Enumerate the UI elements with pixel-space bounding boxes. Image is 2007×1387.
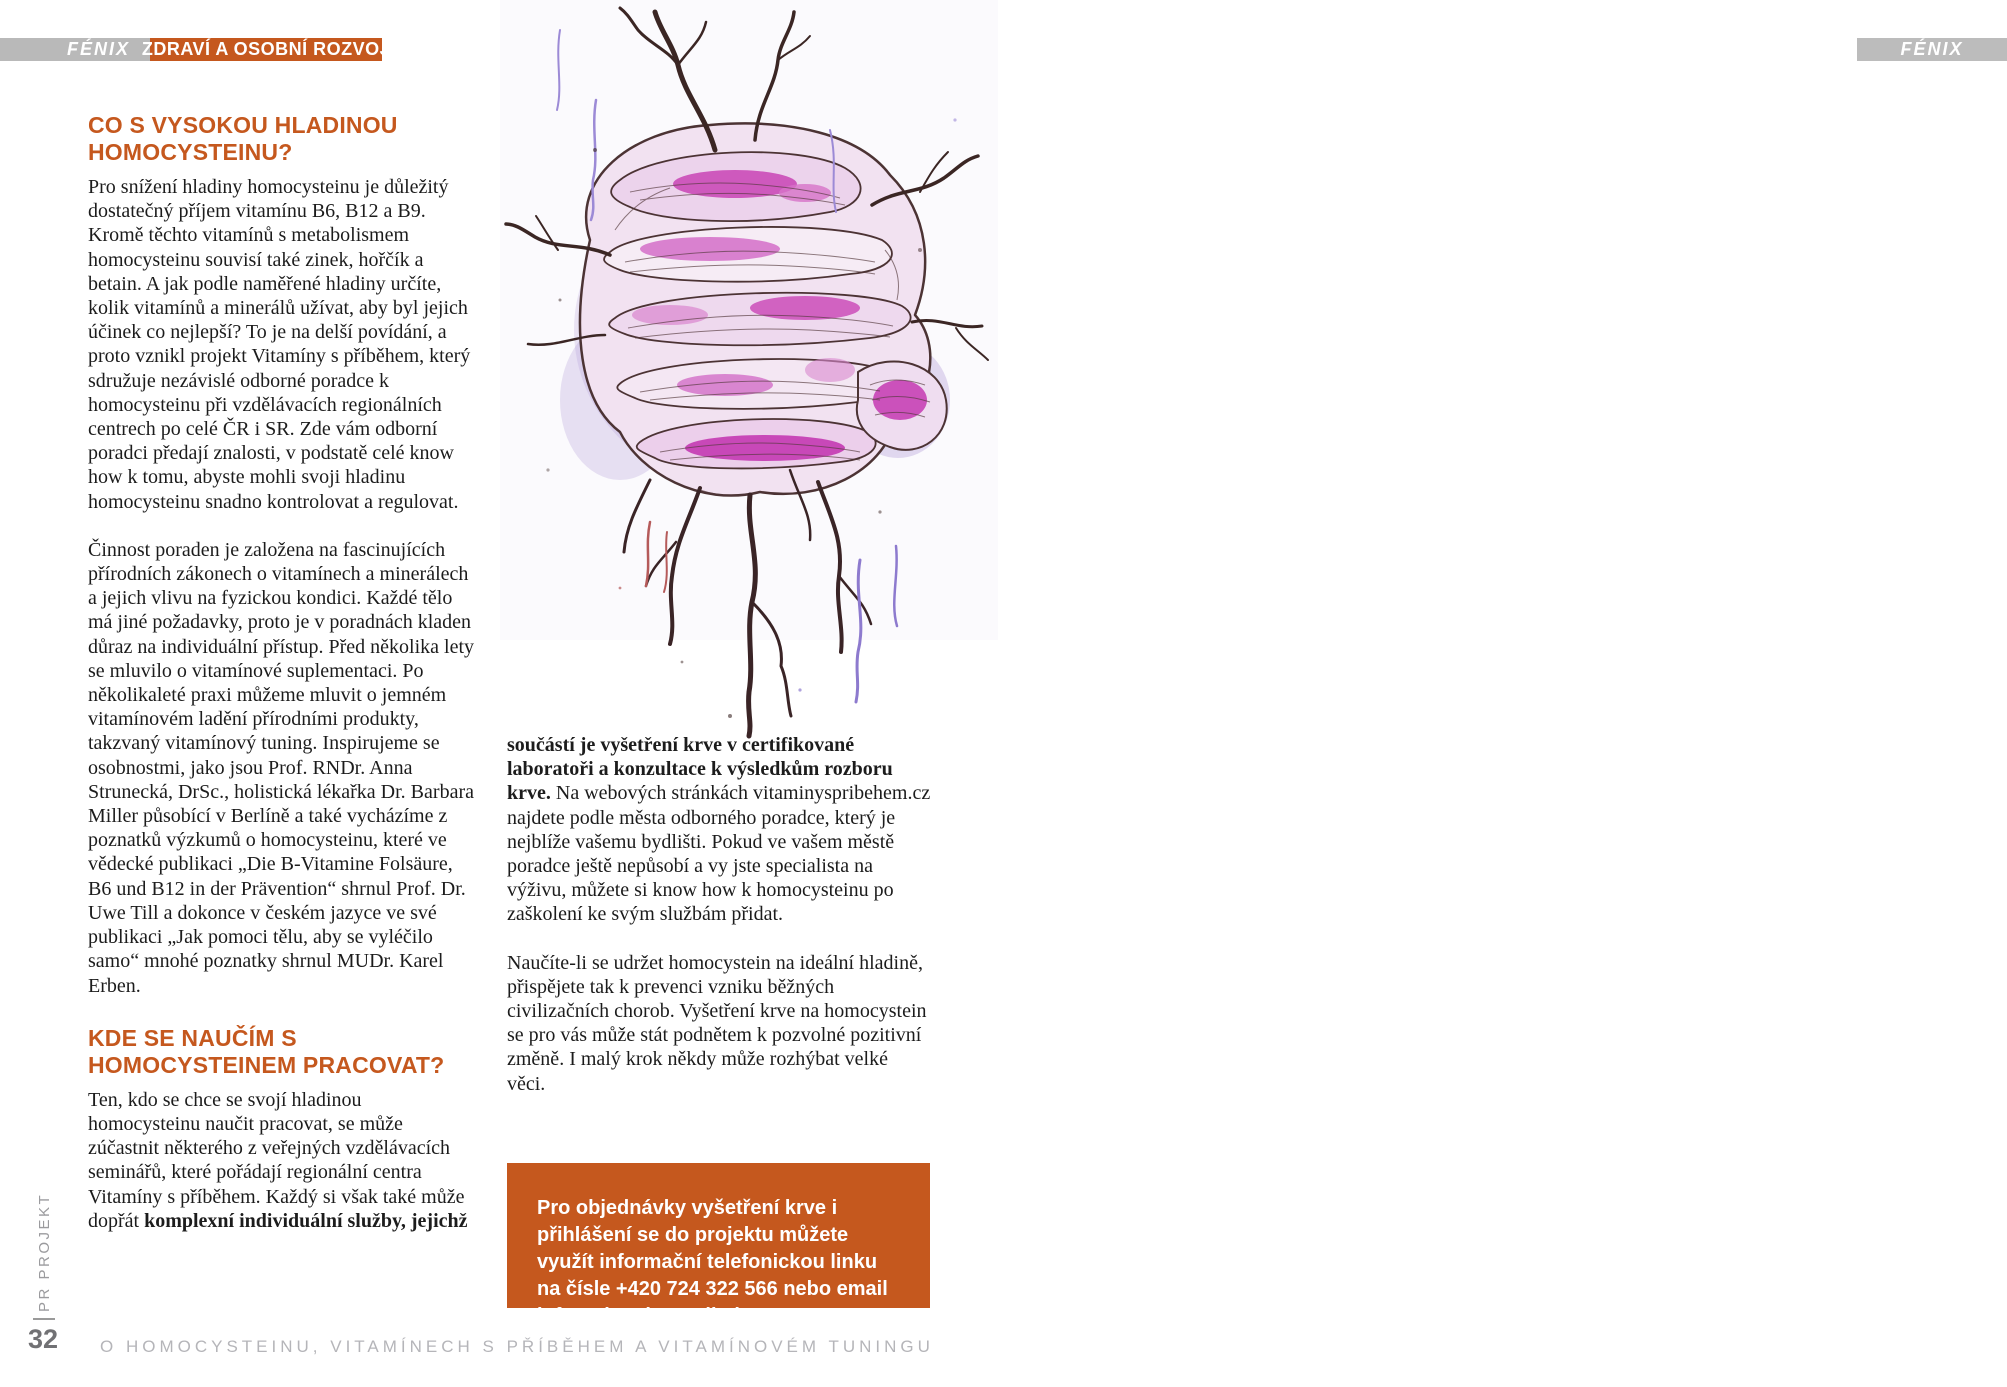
heading-co-s-vysokou-hladinou: CO S VYSOKOU HLADINOU HOMOCYSTEINU?: [88, 112, 398, 165]
footer-topic-line: O HOMOCYSTEINU, VITAMÍNECH S PŘÍBĚHEM A VITAMÍNOVÉM TUNINGU: [100, 1337, 934, 1356]
paragraph: Naučíte-li se udržet homocystein na ideální hladině, přispějete tak k prevenci vzniku běžných civilizačních chorob. Vyšetření krve na homocystein se pro vás může stát podnětem k pozvolné pozitivní změně. I malý krok někdy může rozhýbat velké věci.: [507, 951, 927, 1095]
paragraph-text: Ten, kdo se chce se svojí hladinou homocysteinu naučit pracovat, se může zúčastnit některého z veřejných vzdělávacích seminářů, které pořádají regionální centra Vitamíny s příběhem. Každý si však také může dopřát: [88, 1088, 465, 1232]
article-left-column: [88, 112, 476, 1233]
paragraph-bold-lead: součástí je vyšetření krve v certifikované laboratoři a konzultace k výsledkům rozboru krve.: [507, 734, 893, 805]
paragraph-text: Na webových stránkách vitaminyspribehem.cz najdete podle města odborného poradce, který je nejblíže vašemu bydlišti. Pokud ve vašem městě poradce ještě nepůsobí a vy jste specialista na výživu, můžete si know how k homocysteinu po zaškolení ke svým službám přidat.: [507, 782, 931, 926]
paragraph: [88, 1088, 476, 1233]
heading-kde-se-naucim: KDE SE NAUČÍM S HOMOCYSTEINEM PRACOVAT?: [88, 1024, 445, 1078]
paragraph: Pro snížení hladiny homocysteinu je důležitý dostatečný příjem vitamínu B6, B12 a B9. Kromě těchto vitamínů s metabolismem homocysteinu souvisí také zinek, hořčík a betain. A jak podle naměřené hladiny určíte, kolik vitamínů a minerálů užívat, aby byl jejich účinek co nejlepší? To je na delší povídání, a proto vznikl projekt Vitamíny s příběhem, který sdružuje nezávislé odborné poradce k homocysteinu při vzdělávacích regionálních centrech po celé ČR i SR. Zde vám odborní poradci předají znalosti, v podstatě celé know how k tomu, abyste mohli svoji hladinu homocysteinu snadno kontrolovat a regulovat.: [88, 176, 471, 513]
brand-logo-left: FÉNIX: [66, 39, 130, 59]
contact-info-box: [507, 1163, 930, 1327]
paragraph: Činnost poraden je založena na fascinujících přírodních zákonech o vitamínech a minerálech a jejich vlivu na fyzickou kondici. Každé tělo má jiné požadavky, proto je v poradnách kladen důraz na individuální přístup. Před několika lety se mluvilo o vitamínové suplementaci. Po několikaleté praxi můžeme mluvit o jemném vitamínovém ladění přírodními produkty, takzvaný vitamínový tuning. Inspirujeme se osobnostmi, jako jsou Prof. RNDr. Anna Strunecká, DrSc., holistická lékařka Dr. Barbara Miller působící v Berlíně a také vycházíme z poznatků výzkumů o homocysteinu, které ve vědecké publikaci „Die B-Vitamine Folsäure, B6 und B12 in der Prävention“ shrnul Prof. Dr. Uwe Till a dokonce v českém jazyce ve své publikaci „Jak pomoci tělu, aby se vyléčilo samo“ mnohé poznatky shrnul MUDr. Karel Erben.: [88, 538, 475, 997]
page-number-rule: [33, 1318, 55, 1320]
brand-logo-right: FÉNIX: [1900, 39, 1964, 59]
header-section-band: [141, 38, 391, 61]
page-number: 32: [28, 1324, 59, 1354]
intestines-illustration: [500, 0, 1000, 740]
article-right-column: [507, 733, 931, 1096]
intestine-coils: [580, 123, 947, 495]
page-number-block: [28, 1318, 62, 1354]
contact-info-text: Pro objednávky vyšetření krve i přihlášení se do projektu můžete využít informační telefonickou linku na čísle +420 724 322 566 nebo email info@vitaminyspribehem.cz.: [537, 1197, 888, 1327]
header-brand-band-left: [0, 38, 150, 61]
paragraph: [507, 733, 931, 927]
sidebar-vertical-label: PR PROJEKT: [36, 1192, 53, 1312]
section-label: ZDRAVÍ A OSOBNÍ ROZVOJ: [141, 39, 391, 59]
paragraph-bold-lead: komplexní individuální služby, jejichž: [144, 1209, 468, 1232]
header-brand-band-right: [1857, 38, 2007, 61]
